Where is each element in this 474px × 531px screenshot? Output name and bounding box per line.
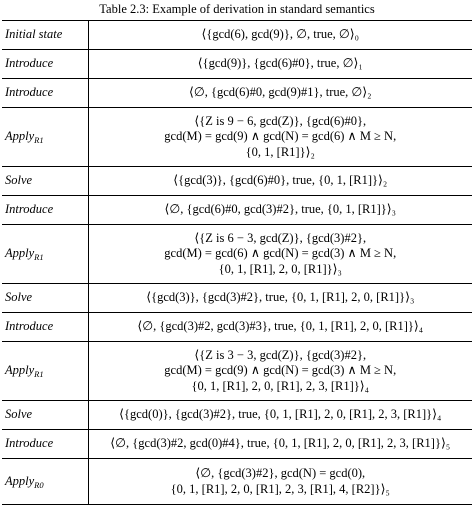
- step-cell: [2, 79, 88, 108]
- table-row: [2, 401, 472, 430]
- table-row: [2, 284, 472, 313]
- step-label: Apply: [5, 363, 35, 377]
- step-subscript: R1: [34, 369, 44, 379]
- step-label: Apply: [5, 129, 35, 143]
- step-cell: [2, 50, 88, 79]
- state-cell: [88, 167, 472, 196]
- step-label: Apply: [5, 246, 35, 260]
- step-subscript: R1: [34, 252, 44, 262]
- step-label: Introduce: [5, 436, 54, 450]
- step-cell: [2, 21, 88, 50]
- state-line: ⟨{gcd(0)}, {gcd(3)#2}, true, {0, 1, [R1], 2, 0, [R1], 2, 3, [R1]}⟩₄: [119, 407, 442, 422]
- state-line: ⟨∅, {gcd(3)#2}, gcd(N) = gcd(0),: [195, 466, 366, 480]
- step-cell: [2, 401, 88, 430]
- state-line: {0, 1, [R1]}⟩₂: [245, 144, 315, 159]
- state-line: {0, 1, [R1], 2, 0, [R1]}⟩₃: [218, 261, 342, 276]
- step-cell: [2, 108, 88, 167]
- table-row: [2, 79, 472, 108]
- table-row: [2, 430, 472, 459]
- table-row: [2, 50, 472, 79]
- step-subscript: R0: [34, 479, 44, 490]
- step-cell: [2, 196, 88, 225]
- state-line: ⟨∅, {gcd(3)#2, gcd(3)#3}, true, {0, 1, [R1], 2, 0, [R1]}⟩₄: [137, 319, 424, 334]
- state-cell: [88, 108, 472, 167]
- step-label: Introduce: [5, 319, 54, 333]
- state-line: ⟨{gcd(9)}, {gcd(6)#0}, true, ∅⟩₁: [197, 56, 363, 71]
- table-row: [2, 196, 472, 225]
- step-subscript: R1: [34, 135, 44, 145]
- state-cell: [88, 225, 472, 284]
- state-line: {0, 1, [R1], 2, 0, [R1], 2, 3, [R1], 4, [R2]}⟩₅: [170, 481, 390, 496]
- table-row: [2, 342, 472, 401]
- table-row: [2, 313, 472, 342]
- state-line: gcd(M) = gcd(9) ∧ gcd(N) = gcd(6) ∧ M ≥ N,: [164, 129, 397, 144]
- step-label: Solve: [5, 173, 33, 187]
- step-cell: [2, 342, 88, 401]
- state-line: ⟨{gcd(6), gcd(9)}, ∅, true, ∅⟩₀: [201, 27, 360, 42]
- step-label: Apply: [5, 473, 35, 488]
- step-label: Solve: [5, 290, 33, 304]
- state-line: ⟨{gcd(3)}, {gcd(3)#2}, true, {0, 1, [R1], 2, 0, [R1]}⟩₃: [146, 290, 415, 305]
- state-line: ⟨{Z is 9 − 6, gcd(Z)}, {gcd(6)#0},: [194, 113, 367, 128]
- table-row: [2, 225, 472, 284]
- state-line: ⟨{gcd(3)}, {gcd(6)#0}, true, {0, 1, [R1]}⟩₂: [173, 173, 388, 188]
- step-cell: [2, 459, 88, 505]
- state-cell: [88, 401, 472, 430]
- step-cell: [2, 225, 88, 284]
- state-cell: [88, 79, 472, 108]
- state-cell: [88, 284, 472, 313]
- state-cell: [88, 459, 472, 505]
- table-row: [2, 167, 472, 196]
- step-label: Introduce: [5, 202, 54, 216]
- state-line: gcd(M) = gcd(6) ∧ gcd(N) = gcd(3) ∧ M ≥ N,: [164, 246, 397, 261]
- state-cell: [88, 196, 472, 225]
- step-cell: [2, 167, 88, 196]
- step-cell: [2, 430, 88, 459]
- step-label: Solve: [5, 407, 33, 421]
- step-label: Introduce: [5, 85, 54, 99]
- table-row: [2, 459, 472, 505]
- state-line: {0, 1, [R1], 2, 0, [R1], 2, 3, [R1]}⟩₄: [191, 378, 369, 393]
- state-line: ⟨{Z is 3 − 3, gcd(Z)}, {gcd(3)#2},: [194, 347, 367, 362]
- state-line: ⟨{Z is 6 − 3, gcd(Z)}, {gcd(3)#2},: [194, 230, 367, 245]
- table-caption: Table 2.3: Example of derivation in standard semantics: [99, 2, 375, 16]
- state-cell: [88, 342, 472, 401]
- step-cell: [2, 284, 88, 313]
- derivation-table: [2, 20, 472, 505]
- table-row: [2, 21, 472, 50]
- state-cell: [88, 50, 472, 79]
- state-line: ⟨∅, {gcd(6)#0, gcd(3)#2}, true, {0, 1, [R1]}⟩₃: [164, 202, 397, 217]
- state-line: ⟨∅, {gcd(3)#2, gcd(0)#4}, true, {0, 1, [R1], 2, 0, [R1], 2, 3, [R1]}⟩₅: [110, 436, 451, 451]
- state-cell: [88, 313, 472, 342]
- derivation-table-body: [2, 21, 472, 505]
- state-cell: [88, 21, 472, 50]
- state-line: gcd(M) = gcd(9) ∧ gcd(N) = gcd(3) ∧ M ≥ N,: [164, 363, 397, 378]
- step-label: Introduce: [5, 56, 54, 70]
- state-cell: [88, 430, 472, 459]
- table-row: [2, 108, 472, 167]
- step-cell: [2, 313, 88, 342]
- state-line: ⟨∅, {gcd(6)#0, gcd(9)#1}, true, ∅⟩₂: [188, 85, 372, 100]
- step-label: Initial state: [5, 27, 63, 41]
